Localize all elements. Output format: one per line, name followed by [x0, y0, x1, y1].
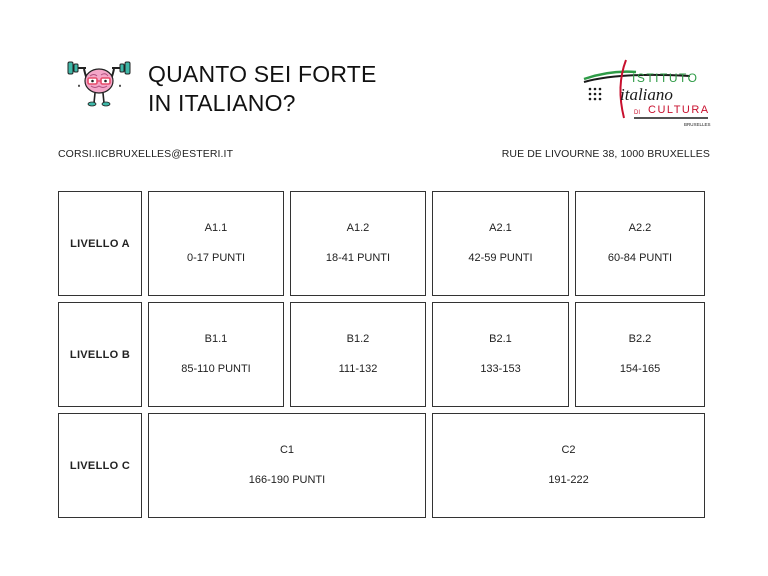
level-code: C2	[561, 444, 576, 456]
brain-weightlifting-icon	[66, 54, 132, 110]
level-code: B1.1	[204, 333, 228, 345]
level-cell-b2-2	[575, 302, 705, 407]
page-title	[148, 60, 377, 118]
level-cell-c1	[148, 413, 426, 518]
level-points: 18-41 PUNTI	[325, 252, 391, 264]
logo-line-3: CULTURA	[648, 104, 710, 116]
level-a-label: LIVELLO A	[58, 191, 142, 296]
level-code: B1.2	[346, 333, 370, 345]
level-points: 42-59 PUNTI	[468, 252, 533, 264]
level-cell-a1-2	[290, 191, 426, 296]
level-cell-b1-2	[290, 302, 426, 407]
level-cell-a2-1	[432, 191, 569, 296]
logo-line-3-prefix: DI	[634, 110, 640, 116]
level-code: A2.1	[489, 222, 512, 234]
istituto-italiano-di-cultura-logo	[580, 56, 715, 130]
level-c-label: LIVELLO C	[58, 413, 142, 518]
level-points: 166-190 PUNTI	[248, 474, 326, 486]
level-cell-a2-2	[575, 191, 705, 296]
level-points: 85-110 PUNTI	[181, 363, 251, 375]
logo-line-1: ISTITUTO	[632, 71, 699, 85]
level-points: 154-165	[619, 363, 661, 375]
level-points: 133-153	[480, 363, 521, 375]
level-cell-b2-1	[432, 302, 569, 407]
level-cell-b1-1	[148, 302, 284, 407]
logo-city: BRUXELLES	[684, 122, 711, 127]
contact-email[interactable]: CORSI.IICBRUXELLES@ESTERI.IT	[58, 148, 234, 160]
level-code: A1.2	[346, 222, 370, 234]
level-code: C1	[279, 444, 295, 456]
title-line-2: IN ITALIANO?	[148, 90, 296, 116]
level-points: 0-17 PUNTI	[186, 252, 246, 264]
level-code: A2.2	[628, 222, 652, 234]
level-code: B2.2	[628, 333, 652, 345]
level-b-label: LIVELLO B	[58, 302, 142, 407]
level-points: 191-222	[548, 474, 589, 486]
level-code: B2.1	[489, 333, 512, 345]
contact-address: RUE DE LIVOURNE 38, 1000 BRUXELLES	[501, 148, 710, 160]
level-cell-a1-1	[148, 191, 284, 296]
level-points: 60-84 PUNTI	[607, 252, 673, 264]
logo-line-2: italiano	[620, 85, 673, 104]
title-line-1: QUANTO SEI FORTE	[148, 61, 377, 87]
level-code: A1.1	[204, 222, 228, 234]
level-cell-c2	[432, 413, 705, 518]
level-points: 111-132	[338, 363, 378, 375]
